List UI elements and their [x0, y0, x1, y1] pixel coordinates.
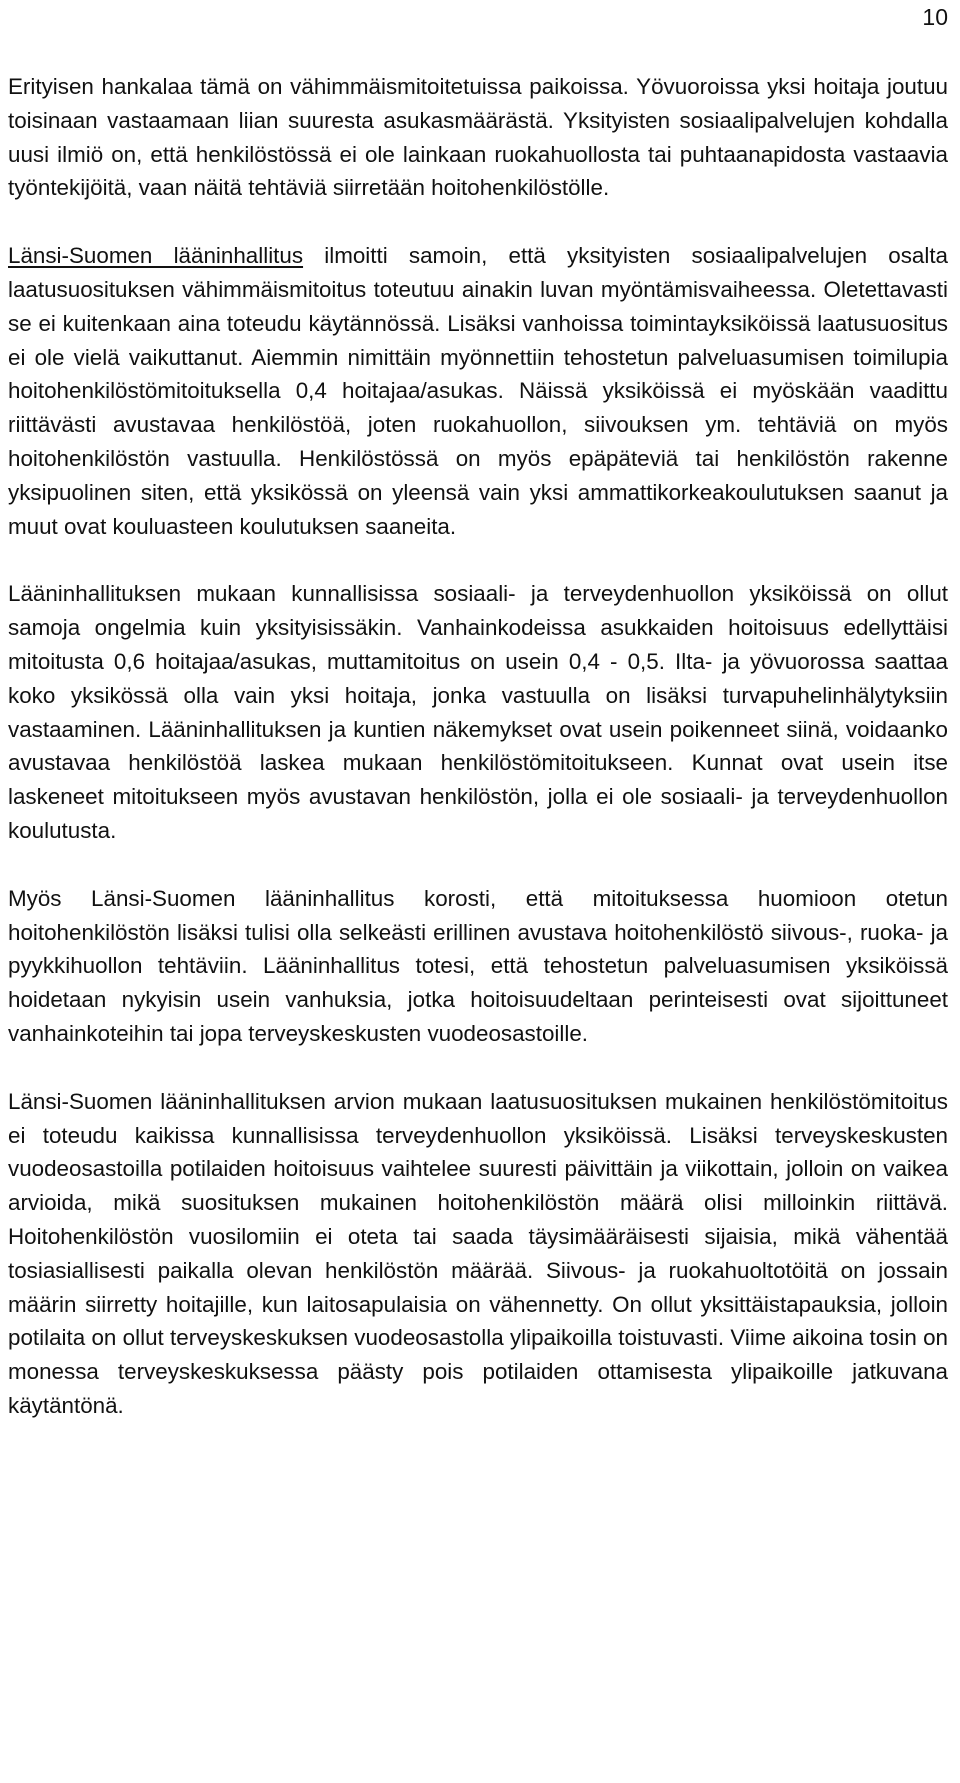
- paragraph-4: Myös Länsi-Suomen lääninhallitus korosti, että mitoituksessa huomioon otetun hoitohenkilöstön lisäksi tulisi olla selkeästi erillinen avustava hoitohenkilöstö siivous-, ruoka- ja pyykkihuollon tehtäviin. Lääninhallitus totesi, että tehostetun palveluasumisen yksiköissä hoidetaan nykyisin usein vanhuksia, jotka hoitoisuudeltaan perinteisesti ovat sijoittuneet vanhainkoteihin tai jopa terveyskeskusten vuodeosastoille.: [8, 885, 948, 1046]
- underlined-lead-text: Länsi-Suomen lääninhallitus: [8, 243, 304, 269]
- paragraph-3: Lääninhallituksen mukaan kunnallisissa sosiaali- ja terveydenhuollon yksiköissä on ollut samoja ongelmia kuin yksityisissäkin. Vanhainkodeissa asukkaiden hoitoisuus edellyttäisi mitoitusta 0,6 hoitajaa/asukas, muttamitoitus on usein 0,4 - 0,5. Ilta- ja yövuorossa saattaa koko yksikössä olla vain yksi hoitaja, jonka vastuulla on lisäksi turvapuhelinhälytyksiin vastaaminen. Lääninhallituksen ja kuntien näkemykset ovat usein poikenneet siinä, voidaanko avustavaa henkilöstöä laskea mukaan henkilöstömitoitukseen. Kunnat ovat usein itse laskeneet mitoitukseen myös avustavan henkilöstön, jolla ei ole sosiaali- ja terveydenhuollon koulutusta.: [8, 581, 948, 843]
- page-number: 10: [922, 4, 948, 30]
- paragraph-1: Erityisen hankalaa tämä on vähimmäismitoitetuissa paikoissa. Yövuoroissa yksi hoitaja joutuu toisinaan vastaamaan liian suuresta asukasmäärästä. Yksityisten sosiaalipalvelujen kohdalla uusi ilmiö on, että henkilöstössä ei ole lainkaan ruokahuollosta tai puhtaanapidosta vastaavia työntekijöitä, vaan näitä tehtäviä siirretään hoitohenkilöstölle.: [8, 74, 948, 201]
- paragraph-2-body: ilmoitti samoin, että yksityisten sosiaalipalvelujen osalta laatusuosituksen vähimmäismitoitus toteutuu ainakin luvan myöntämisvaiheessa. Oletettavasti se ei kuitenkaan aina toteudu käytännössä. Lisäksi vanhoissa toimintayksiköissä laatusuositus ei ole vielä vaikuttanut. Aiemmin nimittäin myönnettiin tehostetun palveluasumisen toimilupia hoitohenkilöstömitoituksella 0,4 hoitajaa/asukas. Näissä yksiköissä ei myöskään vaadittu riittävästi avustavaa henkilöstöä, joten ruokahuollon, siivouksen ym. tehtäviä on myös hoitohenkilöstön vastuulla. Henkilöstössä on myös epäpäteviä tai henkilöstön rakenne yksipuolinen siten, että yksikössä on yleensä vain yksi ammattikorkeakoulutuksen saanut ja muut ovat kouluasteen koulutuksen saaneita.: [8, 243, 948, 539]
- paragraph-2: [8, 239, 948, 543]
- paragraph-5: Länsi-Suomen lääninhallituksen arvion mukaan laatusuosituksen mukainen henkilöstömitoitus ei toteudu kaikissa kunnallisissa terveydenhuollon yksiköissä. Lisäksi terveyskeskusten vuodeosastoilla potilaiden hoitoisuus vaihtelee suuresti päivittäin ja viikottain, jolloin on vaikea arvioida, mikä suosituksen mukainen hoitohenkilöstön määrä olisi milloinkin riittävä. Hoitohenkilöstön vuosilomiin ei oteta tai saada täysimääräisesti sijaisia, mikä vähentää tosiasiallisesti paikalla olevan henkilöstön määrää. Siivous- ja ruokahuoltotöitä on jossain määrin siirretty hoitajille, kun laitosapulaisia on vähennetty. On ollut yksittäistapauksia, jolloin potilaita on ollut terveyskeskuksen vuodeosastolla ylipaikoilla toistuvasti. Viime aikoina tosin on monessa terveyskeskuksessa päästy pois potilaiden ottamisesta ylipaikoille jatkuvana käytäntönä.: [8, 1088, 948, 1418]
- document-body: [8, 70, 948, 1423]
